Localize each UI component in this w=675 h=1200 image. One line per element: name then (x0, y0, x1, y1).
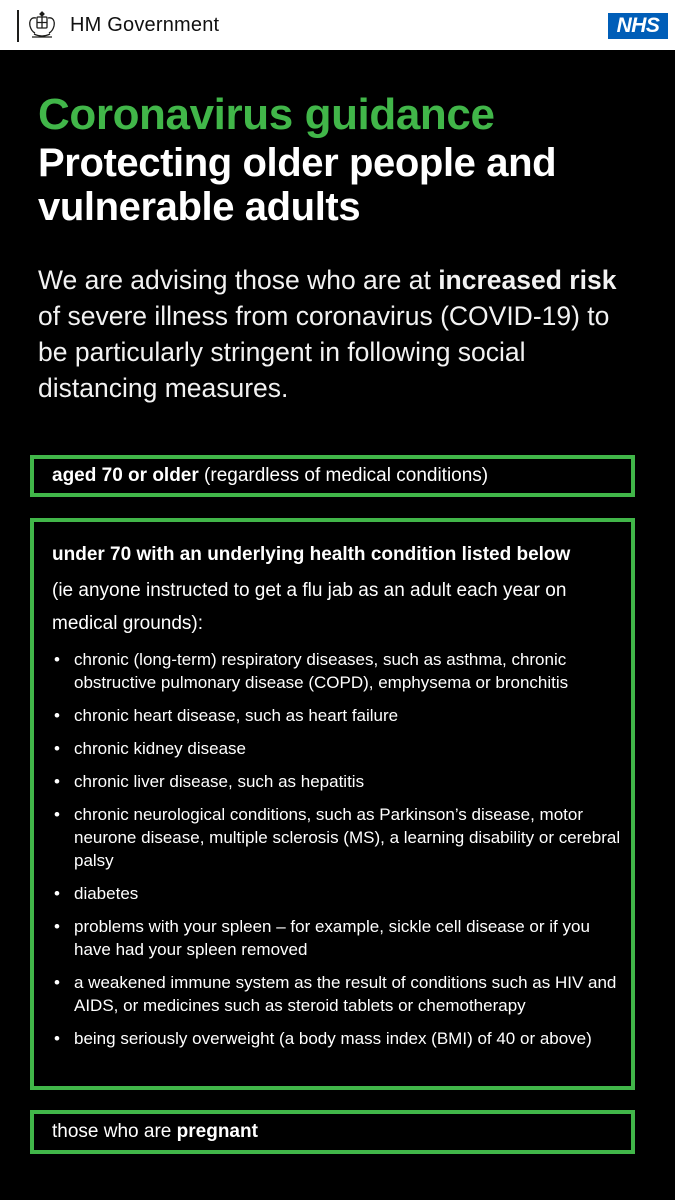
condition-item: • chronic liver disease, such as hepatitis (52, 770, 627, 793)
intro-text-after: of severe illness from coronavirus (COVID-19) to be particularly stringent in following social distancing measures. (38, 301, 610, 403)
condition-item: • chronic (long-term) respiratory diseases, such as asthma, chronic obstructive pulmonary disease (COPD), emphysema or bronchitis (52, 648, 627, 694)
intro-paragraph (38, 262, 637, 406)
group-under-70 (30, 518, 635, 1090)
group-pregnant (30, 1110, 635, 1154)
royal-crest-icon (25, 9, 59, 41)
group-aged-70 (30, 455, 635, 497)
header-bar (0, 0, 675, 50)
group-pregnant-text (34, 1114, 631, 1150)
group-aged-70-bold: aged 70 or older (52, 465, 199, 486)
condition-item: • being seriously overweight (a body mass index (BMI) of 40 or above) (52, 1027, 627, 1050)
main-content (0, 88, 675, 406)
condition-item: • chronic heart disease, such as heart failure (52, 704, 627, 727)
conditions-list (52, 648, 627, 1060)
title-line-1: Coronavirus guidance (38, 90, 495, 139)
gov-name: HM Government (70, 14, 220, 36)
header-divider (17, 10, 19, 42)
title-line-3: vulnerable adults (38, 185, 361, 229)
group-pregnant-before: those who are (52, 1121, 177, 1142)
group-under-70-heading: under 70 with an underlying health condition listed below (52, 544, 571, 565)
group-pregnant-bold: pregnant (176, 1121, 258, 1142)
condition-item: • diabetes (52, 882, 627, 905)
intro-text-before: We are advising those who are at (38, 265, 439, 295)
condition-item: • a weakened immune system as the result of conditions such as HIV and AIDS, or medicines such as steroid tablets or chemotherapy (52, 971, 627, 1017)
condition-item: • chronic neurological conditions, such as Parkinson’s disease, motor neurone disease, multiple sclerosis (MS), a learning disability or cerebral palsy (52, 803, 627, 872)
title-line-2: Protecting older people and (38, 141, 557, 185)
condition-item: • problems with your spleen – for example, sickle cell disease or if you have had your spleen removed (52, 915, 627, 961)
nhs-logo: NHS (608, 13, 668, 39)
intro-bold: increased risk (438, 265, 617, 295)
condition-item: • chronic kidney disease (52, 737, 627, 760)
group-aged-70-text (34, 459, 631, 493)
group-under-70-subheading: (ie anyone instructed to get a flu jab as an adult each year on medical grounds): (52, 580, 567, 634)
group-aged-70-rest: (regardless of medical conditions) (198, 465, 489, 486)
